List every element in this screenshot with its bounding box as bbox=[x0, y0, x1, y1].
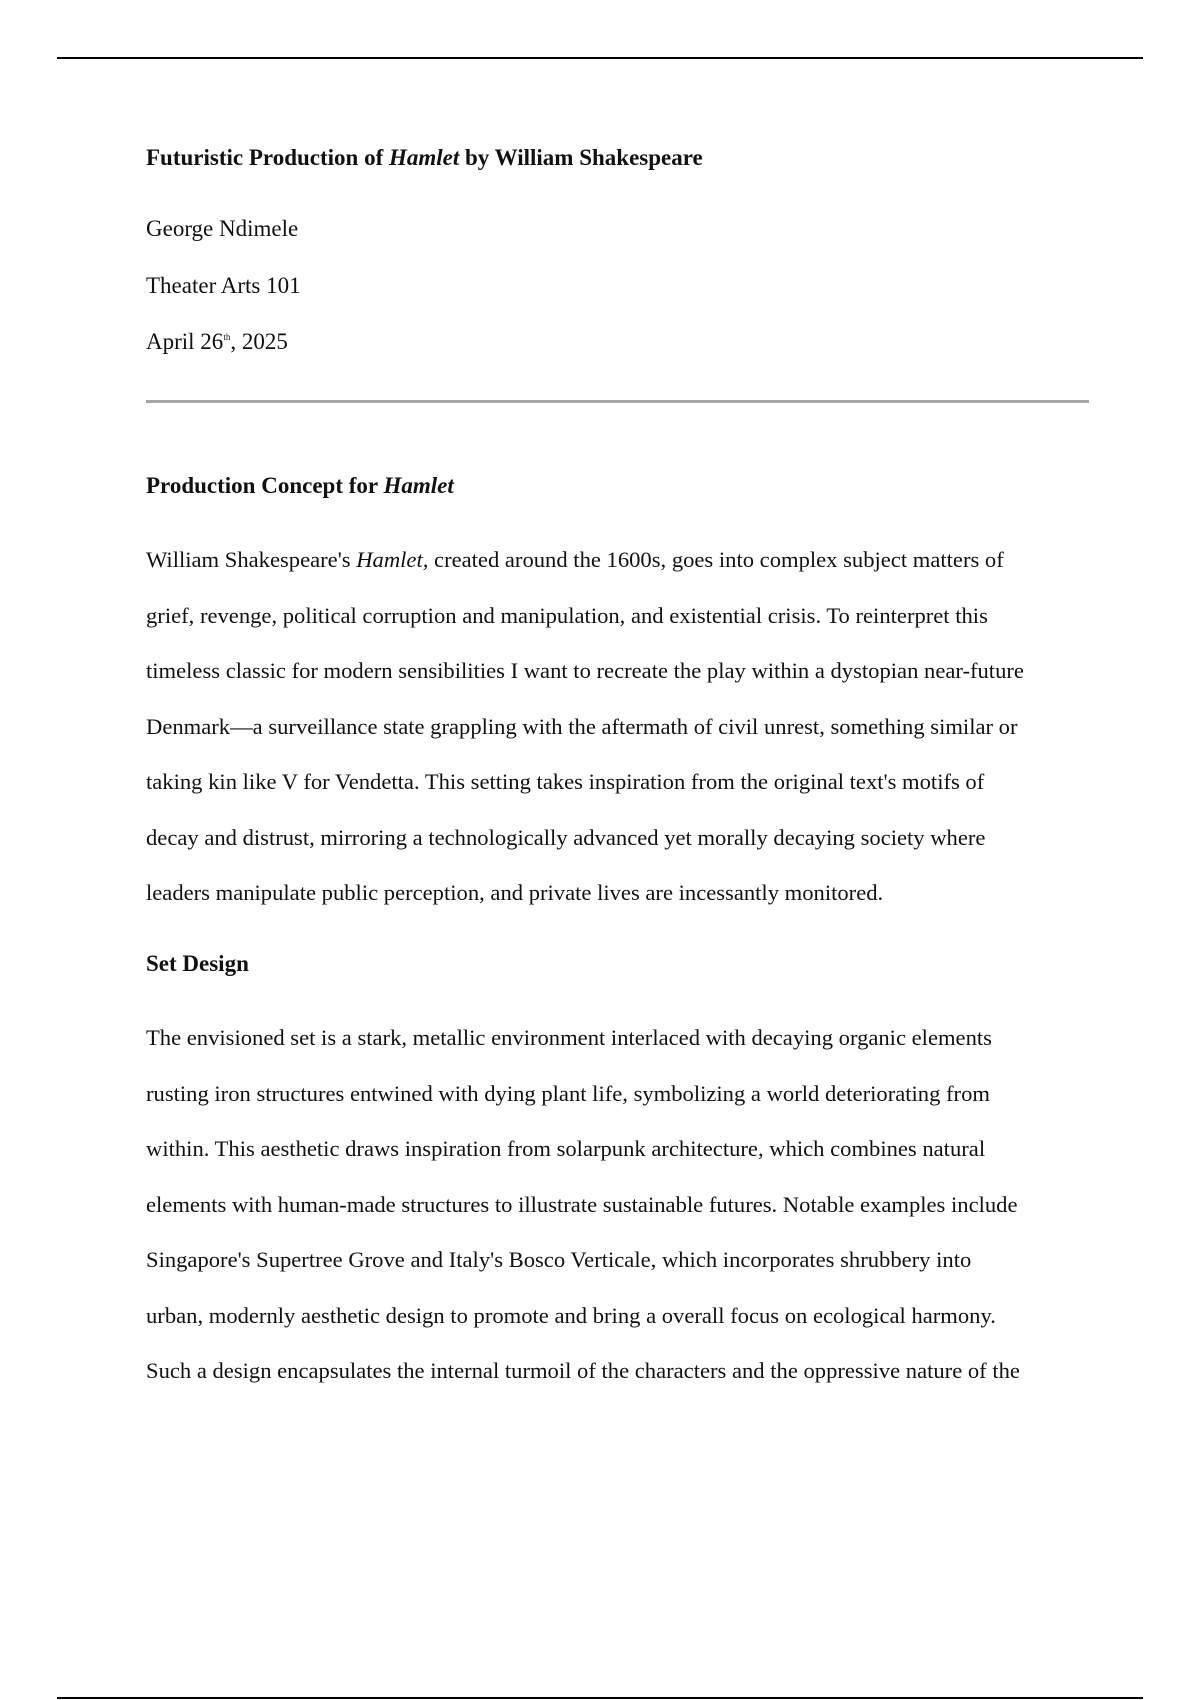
paragraph-line: within. This aesthetic draws inspiration from solarpunk architecture, which combines natural bbox=[146, 1136, 986, 1161]
title-play-name: Hamlet bbox=[388, 145, 460, 170]
course-name: Theater Arts 101 bbox=[146, 273, 301, 298]
paragraph-line: Denmark—a surveillance state grappling with the aftermath of civil unrest, something similar or bbox=[146, 713, 1018, 739]
paragraph-line: Singapore's Supertree Grove and Italy's Bosco Verticale, which incorporates shrubbery into bbox=[146, 1247, 972, 1272]
page-bottom-border bbox=[57, 1697, 1143, 1699]
paragraph-line: leaders manipulate public perception, and private lives are incessantly monitored. bbox=[146, 880, 884, 905]
heading-prefix: Production Concept for bbox=[146, 473, 384, 498]
paragraph-line: elements with human-made structures to illustrate sustainable futures. Notable examples include bbox=[146, 1191, 1018, 1217]
line-play-name: Hamlet, bbox=[356, 547, 429, 572]
paragraph-line: urban, modernly aesthetic design to promote and bring a overall focus on ecological harmony. bbox=[146, 1302, 996, 1328]
document-title bbox=[146, 145, 703, 171]
production-concept-paragraph bbox=[146, 532, 1091, 921]
page-top-border bbox=[57, 57, 1143, 59]
date-month-day: April 26 bbox=[146, 329, 224, 354]
paragraph-line: decay and distrust, mirroring a technologically advanced yet morally decaying society where bbox=[146, 824, 986, 850]
paragraph-line: The envisioned set is a stark, metallic environment interlaced with decaying organic elements bbox=[146, 1025, 992, 1050]
heading-play-name: Hamlet bbox=[383, 473, 454, 498]
paragraph-line: timeless classic for modern sensibilities I want to recreate the play within a dystopian near-future bbox=[146, 658, 1024, 683]
line-rest-text: created around the 1600s, goes into complex subject matters of bbox=[428, 547, 1004, 572]
section-heading-set-design: Set Design bbox=[146, 951, 249, 976]
paragraph-line: rusting iron structures entwined with dying plant life, symbolizing a world deteriorating from bbox=[146, 1080, 990, 1106]
title-suffix: by William Shakespeare bbox=[459, 145, 703, 170]
paragraph-line: grief, revenge, political corruption and manipulation, and existential crisis. To reinterpret this bbox=[146, 602, 988, 628]
title-prefix: Futuristic Production of bbox=[146, 145, 389, 170]
line-lead-text: William Shakespeare's bbox=[146, 547, 357, 572]
header-divider bbox=[146, 400, 1089, 403]
paragraph-line: Such a design encapsulates the internal turmoil of the characters and the oppressive nature of the bbox=[146, 1358, 1020, 1383]
date-year: , 2025 bbox=[230, 329, 288, 354]
paragraph-line: taking kin like V for Vendetta. This setting takes inspiration from the original text's motifs of bbox=[146, 769, 985, 794]
author-name: George Ndimele bbox=[146, 216, 299, 241]
section-heading-production-concept bbox=[146, 473, 454, 499]
document-date bbox=[146, 329, 288, 355]
date-ordinal: th bbox=[223, 332, 231, 342]
paragraph-line bbox=[146, 532, 1091, 588]
set-design-paragraph bbox=[146, 1010, 1091, 1399]
